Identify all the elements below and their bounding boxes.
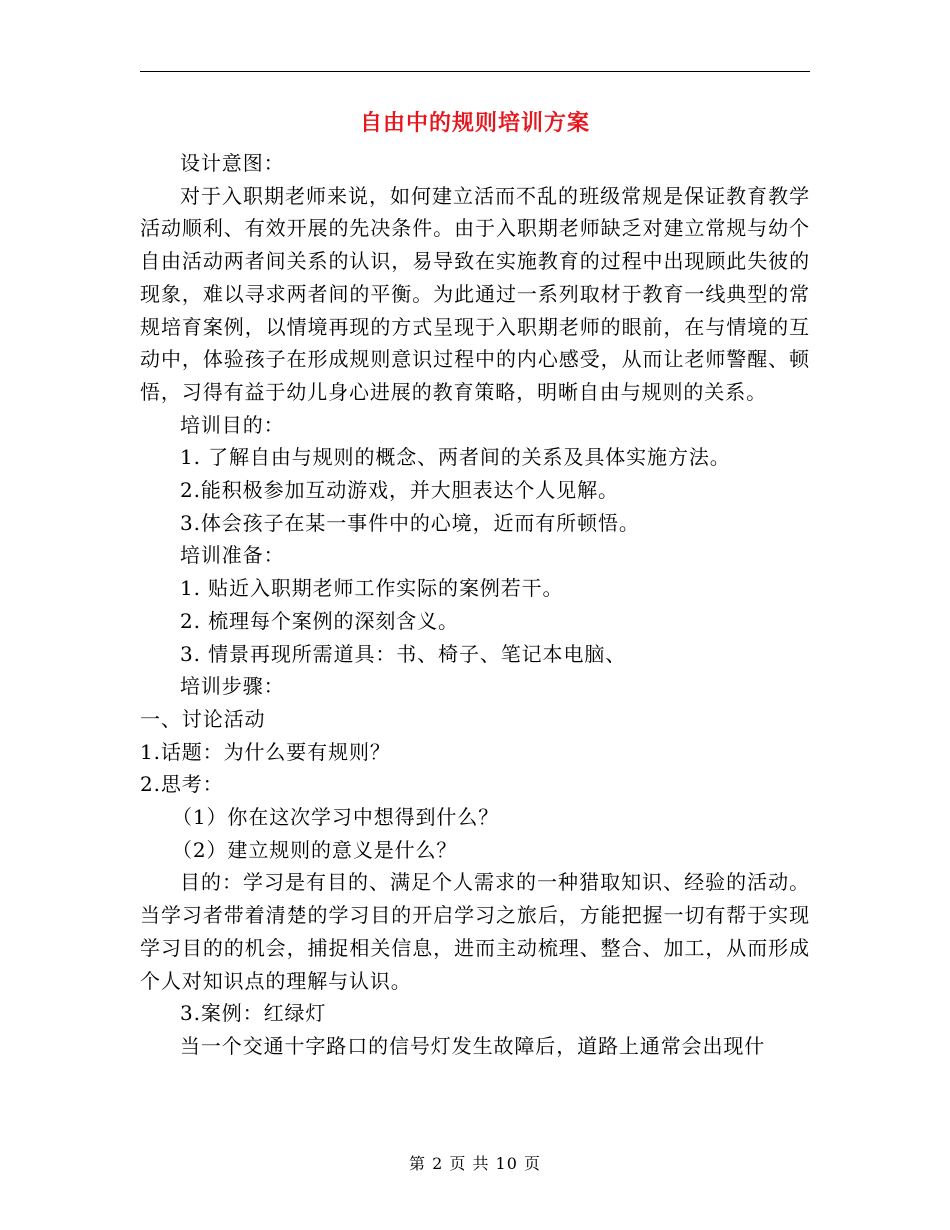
paragraph-design-intent-heading: 设计意图： — [180, 151, 285, 175]
paragraph-training-goal-heading: 培训目的： — [180, 412, 285, 437]
paragraph-case-intro: 当一个交通十字路口的信号灯发生故障后，道路上通常会出现什 — [180, 1033, 766, 1058]
document-body — [140, 147, 810, 1063]
paragraph-design-intent: 对于入职期老师来说，如何建立活而不乱的班级常规是保证教育教学活动顺利、有效开展的先决条件。由于入职期老师缺乏对建立常规与幼个自由活动两者间关系的认识，易导致在实施教育的过程中出现顾此失彼的现象，难以寻求两者间的平衡。为此通过一系列取材于教育一线典型的常规培育案例，以情境再现的方式呈现于入职期老师的眼前，在与情境的互动中，体验孩子在形成规则意识过程中的内心感受，从而让老师警醒、顿悟，习得有益于幼儿身心进展的教育策略，明晰自由与规则的关系。 — [140, 183, 810, 404]
document-title: 自由中的规则培训方案 — [359, 111, 590, 136]
list-item-prep-2: 2. 梳理每个案例的深刻含义。 — [180, 608, 459, 633]
list-item-goal-1: 1. 了解自由与规则的概念、两者间的关系及具体实施方法。 — [180, 445, 731, 470]
list-item-case: 3.案例：红绿灯 — [180, 1001, 327, 1026]
list-item-goal-3: 3.体会孩子在某一事件中的心境，近而有所顿悟。 — [180, 510, 640, 535]
list-item-goal-2: 2.能积极参加互动游戏，并大胆表达个人见解。 — [180, 478, 619, 503]
list-item-think: 2.思考： — [140, 772, 224, 797]
section-heading-discussion: 一、讨论活动 — [140, 706, 266, 731]
page-footer: 第 2 页 共 10 页 — [409, 1154, 541, 1173]
paragraph-purpose: 目的：学习是有目的、满足个人需求的一种猎取知识、经验的活动。当学习者带着清楚的学习目的开启学习之旅后，方能把握一切有帮于实现学习目的的机会，捕捉相关信息，进而主动梳理、整合、加工，从而形成个人对知识点的理解与认识。 — [140, 870, 810, 993]
header-rule — [140, 71, 810, 72]
list-item-prep-1: 1. 贴近入职期老师工作实际的案例若干。 — [180, 576, 564, 601]
list-item-question-1: （1）你在这次学习中想得到什么？ — [172, 805, 500, 830]
paragraph-training-steps-heading: 培训步骤： — [180, 674, 285, 699]
paragraph-training-prep-heading: 培训准备： — [180, 543, 285, 568]
list-item-prep-3: 3. 情景再现所需道具：书、椅子、笔记本电脑、 — [180, 641, 627, 666]
list-item-question-2: （2）建立规则的意义是什么？ — [172, 837, 458, 862]
list-item-topic: 1.话题：为什么要有规则？ — [140, 739, 391, 764]
